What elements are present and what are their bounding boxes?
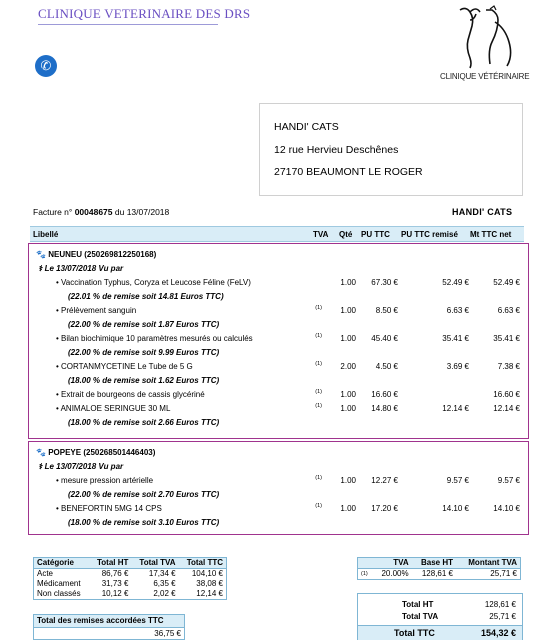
line-pu-remise: 12.14 € [442,404,469,413]
cat-cell: 17,34 € [148,569,176,578]
line-qte: 1.00 [340,306,356,315]
invoice-number [33,207,169,217]
cat-cell: Acte [37,569,54,578]
cat-cell: 104,10 € [191,569,223,578]
cat-header-0: Catégorie [37,558,74,567]
line-pu-ttc: 67.30 € [371,278,398,287]
line-tva: (1) [315,475,322,481]
client-street: 12 rue Hervieu Deschênes [274,144,399,156]
visit-line [38,462,123,471]
col-libelle: Libellé [33,230,59,239]
animal-name-text: POPEYE (250268501446403) [48,448,156,457]
animal-name [36,250,156,259]
column-header [30,226,524,242]
vat-cell: (1) [361,571,368,577]
line-pu-remise: 9.57 € [446,476,469,485]
animal-name [36,448,155,457]
line-pu-ttc: 4.50 € [375,362,398,371]
table-row [358,569,521,580]
vat-table [357,557,521,580]
col-mt-net: Mt TTC net [470,230,512,239]
line-label: • mesure pression artérielle [56,476,154,485]
vat-header-2: Montant TVA [468,558,517,567]
line-net: 35.41 € [493,334,520,343]
line-qte: 1.00 [340,390,356,399]
table-row [34,589,227,600]
line-pu-remise: 14.10 € [442,504,469,513]
line-net: 52.49 € [493,278,520,287]
stethoscope-icon: ⚕ [38,462,43,471]
vat-cell: 20.00% [381,569,409,578]
cat-cell: 10,12 € [101,589,129,598]
line-pu-remise: 35.41 € [442,334,469,343]
line-pu-remise: 6.63 € [446,306,469,315]
line-pu-ttc: 12.27 € [371,476,398,485]
total-tva-value: 25,71 € [489,612,516,621]
line-qte: 1.00 [340,504,356,513]
line-discount: (22.00 % de remise soit 1.87 Euros TTC) [68,320,220,329]
cat-header-3: Total TTC [186,558,223,567]
line-tva: (1) [315,305,322,311]
col-pu-remise: PU TTC remisé [401,230,458,239]
line-net: 12.14 € [493,404,520,413]
invoice-date: du 13/07/2018 [114,207,170,217]
cat-cell: 12,14 € [196,589,223,598]
total-ht-value: 128,61 € [484,600,516,609]
cat-cell: 6,35 € [153,579,176,588]
line-discount: (22.01 % de remise soit 14.81 Euros TTC) [68,292,224,301]
table-row [34,569,227,580]
line-label: • Extrait de bourgeons de cassis glycériné [56,390,205,399]
visit-line [38,264,123,273]
line-pu-ttc: 17.20 € [371,504,398,513]
cat-cell: 2,02 € [153,589,176,598]
line-pu-remise: 52.49 € [442,278,469,287]
line-qte: 1.00 [340,476,356,485]
invoice-number-value: 00048675 [74,207,113,217]
line-net: 6.63 € [497,306,520,315]
stethoscope-icon: ⚕ [38,264,43,273]
cat-cell: Non classés [37,589,81,598]
total-tva-label: Total TVA [402,612,439,621]
line-discount: (22.00 % de remise soit 2.70 Euros TTC) [68,490,220,499]
totals-box [357,593,523,640]
table-row [34,579,227,589]
line-discount: (18.00 % de remise soit 2.66 Euros TTC) [68,418,220,427]
line-label: • Prélèvement sanguin [56,306,137,315]
cat-cell: 31,73 € [101,579,129,588]
total-ht-label: Total HT [402,600,434,609]
visit-text: Le 13/07/2018 Vu par [44,264,124,273]
line-tva: (1) [315,403,322,409]
line-tva: (1) [315,389,322,395]
invoice-client-short: HANDI' CATS [452,207,513,217]
discount-total-box [33,614,185,640]
col-tva: TVA [313,230,329,239]
client-city: 27170 BEAUMONT LE ROGER [274,166,423,178]
line-discount: (18.00 % de remise soit 1.62 Euros TTC) [68,376,220,385]
line-net: 7.38 € [497,362,520,371]
title-underline [38,24,218,25]
vat-cell: 25,71 € [490,569,517,578]
total-ttc-label: Total TTC [394,628,435,638]
animal-name-text: NEUNEU (250269812250168) [48,250,157,259]
line-pu-ttc: 16.60 € [371,390,398,399]
cat-cell: 38,08 € [196,579,223,588]
paw-icon: 🐾 [36,448,46,457]
line-qte: 1.00 [340,404,356,413]
discount-total-value: 36,75 € [154,629,181,638]
discount-total-label: Total des remises accordées TTC [34,615,184,628]
line-qte: 1.00 [340,278,356,287]
col-pu-ttc: PU TTC [361,230,390,239]
line-net: 9.57 € [497,476,520,485]
client-name: HANDI' CATS [274,121,339,133]
vat-header-1: Base HT [420,558,453,567]
line-discount: (22.00 % de remise soit 9.99 Euros TTC) [68,348,220,357]
logo-text: CLINIQUE VÉTÉRINAIRE [440,72,530,81]
line-label: • BENEFORTIN 5MG 14 CPS [56,504,162,513]
line-label: • Vaccination Typhus, Coryza et Leucose Féline (FeLV) [56,278,251,287]
line-qte: 2.00 [340,362,356,371]
line-label: • Bilan biochimique 10 paramètres mesurés ou calculés [56,334,253,343]
vat-cell: 128,61 € [421,569,453,578]
paw-icon: 🐾 [36,250,46,259]
line-tva: (1) [315,333,322,339]
line-net: 16.60 € [493,390,520,399]
cat-header-1: Total HT [97,558,129,567]
line-label: • CORTANMYCETINE Le Tube de 5 G [56,362,193,371]
line-label: • ANIMALOE SERINGUE 30 ML [56,404,171,413]
category-table [33,557,227,600]
total-ttc-value: 154,32 € [480,628,516,638]
line-discount: (18.00 % de remise soit 3.10 Euros TTC) [68,518,220,527]
line-qte: 1.00 [340,334,356,343]
total-ttc-row [358,625,522,640]
visit-text: Le 13/07/2018 Vu par [44,462,124,471]
line-tva: (1) [315,503,322,509]
line-pu-remise: 3.69 € [446,362,469,371]
line-pu-ttc: 14.80 € [371,404,398,413]
cat-cell: Médicament [37,579,81,588]
line-pu-ttc: 8.50 € [375,306,398,315]
invoice-number-label: Facture n° [33,207,73,217]
cat-header-2: Total TVA [139,558,176,567]
phone-icon: ✆ [35,55,57,77]
dog-logo-icon [440,4,530,72]
clinic-title: CLINIQUE VETERINAIRE DES DRS [38,6,251,21]
line-pu-ttc: 45.40 € [371,334,398,343]
vat-header-0: TVA [393,558,409,567]
line-net: 14.10 € [493,504,520,513]
cat-cell: 86,76 € [101,569,129,578]
col-qte: Qté [339,230,353,239]
line-tva: (1) [315,361,322,367]
